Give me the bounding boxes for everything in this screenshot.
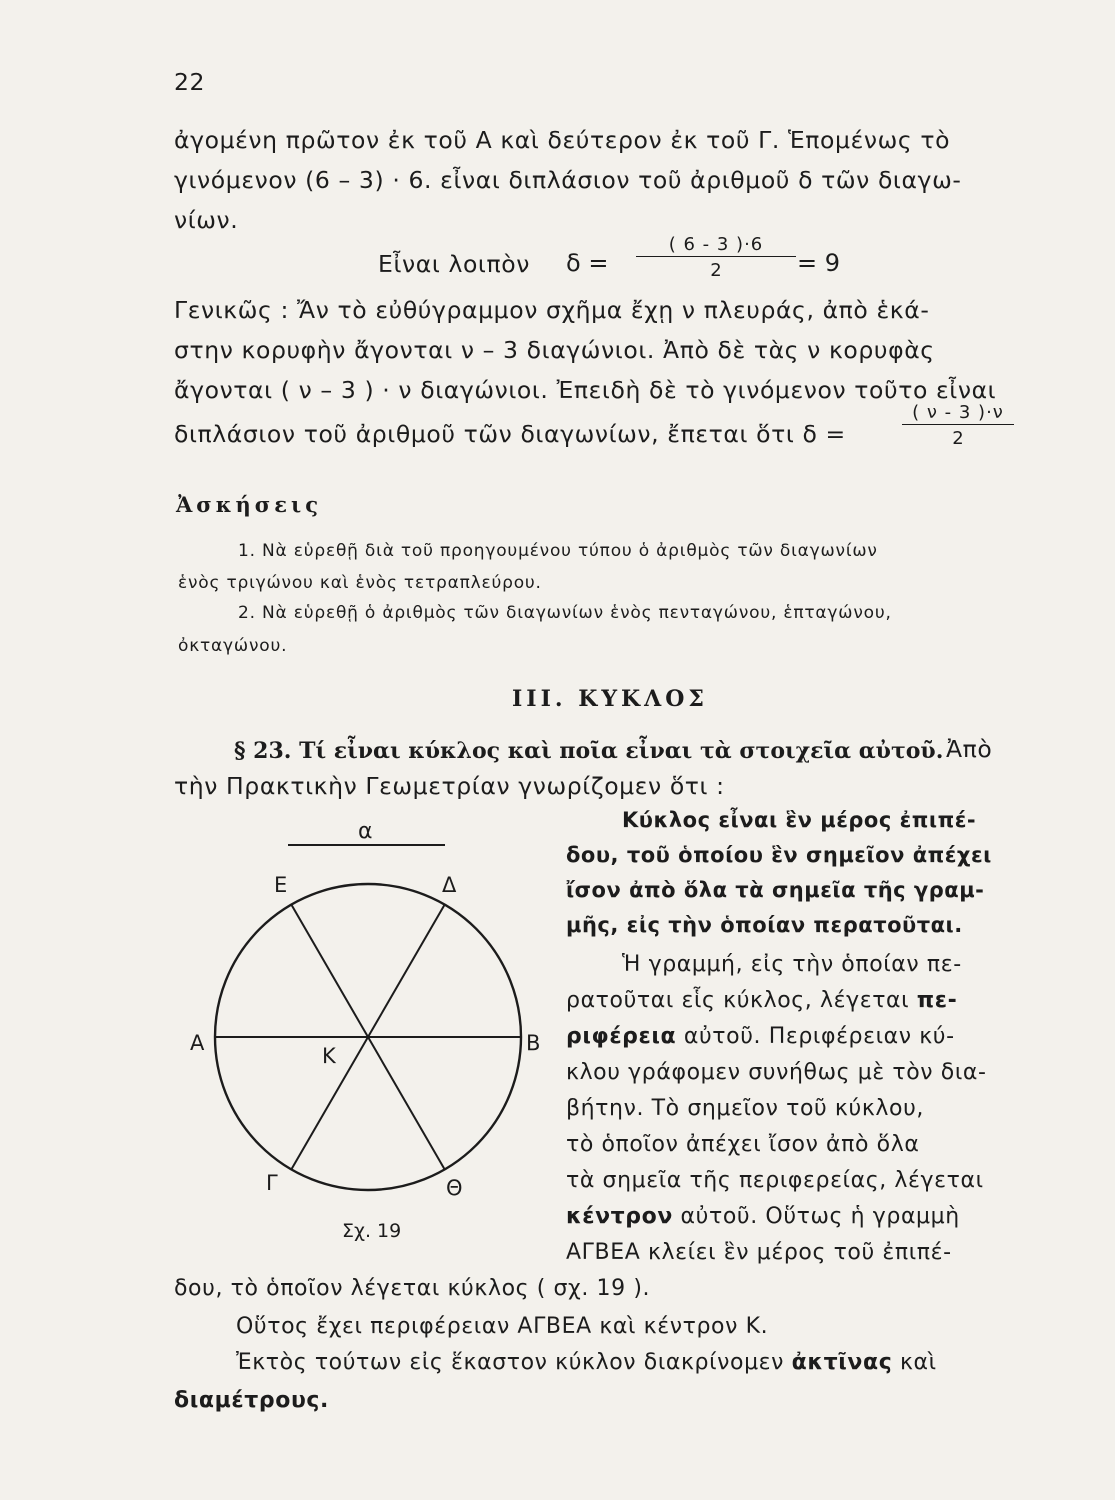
paragraph-line: Γενικῶς : Ἄν τὸ εὐθύγραμμον σχῆμα ἔχῃ ν πλευράς, ἀπὸ ἑκά- [174,296,930,324]
text-run: αὐτοῦ. Οὕτως ἡ γραμμὴ [680,1204,960,1229]
fraction-numerator: ( 6 - 3 )·6 [668,234,764,255]
paragraph-line: τὰ σημεῖα τῆς περιφερείας, λέγεται [566,1168,984,1193]
term-emphasis: κέντρον [566,1204,673,1229]
paragraph-line [236,1350,937,1375]
circle-figure [170,810,560,1250]
section-title-tail: Ἀπὸ [946,735,993,763]
point-label-K: Κ [322,1044,336,1068]
formula-fraction [902,402,1014,449]
figure-caption: Σχ. 19 [342,1220,402,1242]
paragraph-line: νίων. [174,206,239,234]
formula-fraction [636,234,796,281]
paragraph-line: διπλάσιον τοῦ ἀριθμοῦ τῶν διαγωνίων, ἔπεται ὅτι δ = [174,420,846,448]
fraction-bar [636,256,796,257]
paragraph-line: κλου γράφομεν συνήθως μὲ τὸν δια- [566,1060,987,1085]
exercise-line: 2. Νὰ εὑρεθῇ ὁ ἀριθμὸς τῶν διαγωνίων ἑνὸς πενταγώνου, ἑπταγώνου, [238,603,892,623]
point-label-A: Α [190,1031,205,1055]
paragraph-line: δου, τὸ ὁποῖον λέγεται κύκλος ( σχ. 19 ). [174,1276,651,1301]
point-label-E: Ε [274,873,288,897]
paragraph-line: Ἡ γραμμή, εἰς τὴν ὁποίαν πε- [622,952,962,977]
text-run: ρατοῦται εἷς κύκλος, λέγεται [566,988,910,1013]
paragraph-line: ἄγονται ( ν – 3 ) · ν διαγώνιοι. Ἐπειδὴ δὲ τὸ γινόμενον τοῦτο εἶναι [174,376,997,404]
paragraph-line: γινόμενον (6 – 3) · 6. εἶναι διπλάσιον τοῦ ἀριθμοῦ δ τῶν διαγω- [174,166,962,194]
point-label-G: Γ [266,1171,278,1195]
text-run: Ἐκτὸς τούτων εἰς ἕκαστον κύκλον διακρίνομεν [236,1350,785,1375]
paragraph-line: βήτην. Τὸ σημεῖον τοῦ κύκλου, [566,1096,924,1121]
section-title: § 23. Τί εἶναι κύκλος καὶ ποῖα εἶναι τὰ στοιχεῖα αὐτοῦ. [234,738,944,764]
term-emphasis: ριφέρεια [566,1024,677,1049]
term-emphasis: πε- [916,988,958,1013]
formula-prefix: Εἶναι λοιπὸν [378,250,530,278]
text-run: καὶ [899,1350,937,1375]
exercise-line: ὀκταγώνου. [178,636,288,656]
paragraph-line: τὴν Πρακτικὴν Γεωμετρίαν γνωρίζομεν ὅτι : [174,772,725,800]
chapter-title: III. ΚΥΚΛΟΣ [512,686,708,712]
definition-line: δου, τοῦ ὁποίου ἓν σημεῖον ἀπέχει [566,843,992,867]
paragraph-line [566,1204,960,1229]
term-emphasis: ἀκτῖνας [791,1350,893,1375]
text-run: αὐτοῦ. Περιφέρειαν κύ- [683,1024,955,1049]
definition-line: Κύκλος εἶναι ἓν μέρος ἐπιπέ- [622,808,977,832]
radius-label: α [358,819,373,844]
exercise-line: 1. Νὰ εὑρεθῇ διὰ τοῦ προηγουμένου τύπου ὁ ἀριθμὸς τῶν διαγωνίων [238,541,878,561]
paragraph-line: ΑΓΒΕΑ κλείει ἓν μέρος τοῦ ἐπιπέ- [566,1240,952,1265]
exercise-line: ἑνὸς τριγώνου καὶ ἑνὸς τετραπλεύρου. [178,573,542,593]
fraction-bar [902,424,1014,425]
paragraph-line: ἀγομένη πρῶτον ἐκ τοῦ Α καὶ δεύτερον ἐκ τοῦ Γ. Ἑπομένως τὸ [174,126,951,154]
paragraph-line: τὸ ὁποῖον ἀπέχει ἴσον ἀπὸ ὅλα [566,1132,920,1157]
fraction-numerator: ( ν - 3 )·ν [912,402,1004,423]
term-emphasis: διαμέτρους. [174,1388,329,1413]
exercises-heading: Ἀσκήσεις [176,492,322,517]
formula-lhs: δ = [566,249,609,277]
paragraph-line: στην κορυφὴν ἄγονται ν – 3 διαγώνιοι. Ἀπὸ δὲ τὰς ν κορυφὰς [174,336,935,364]
definition-line: ἴσον ἀπὸ ὅλα τὰ σημεῖα τῆς γραμ- [566,878,985,902]
definition-line: μῆς, εἰς τὴν ὁποίαν περατοῦται. [566,913,963,937]
page-number: 22 [174,68,206,96]
point-label-Theta: Θ [446,1176,463,1200]
point-label-B: Β [526,1031,541,1055]
paragraph-line [566,1024,955,1049]
paragraph-line: Οὕτος ἔχει περιφέρειαν ΑΓΒΕΑ καὶ κέντρον Κ. [236,1314,769,1339]
formula-rhs: = 9 [797,249,841,277]
fraction-denominator: 2 [710,260,722,281]
fraction-denominator: 2 [952,428,964,449]
point-label-D: Δ [442,873,457,897]
paragraph-line [566,988,957,1013]
